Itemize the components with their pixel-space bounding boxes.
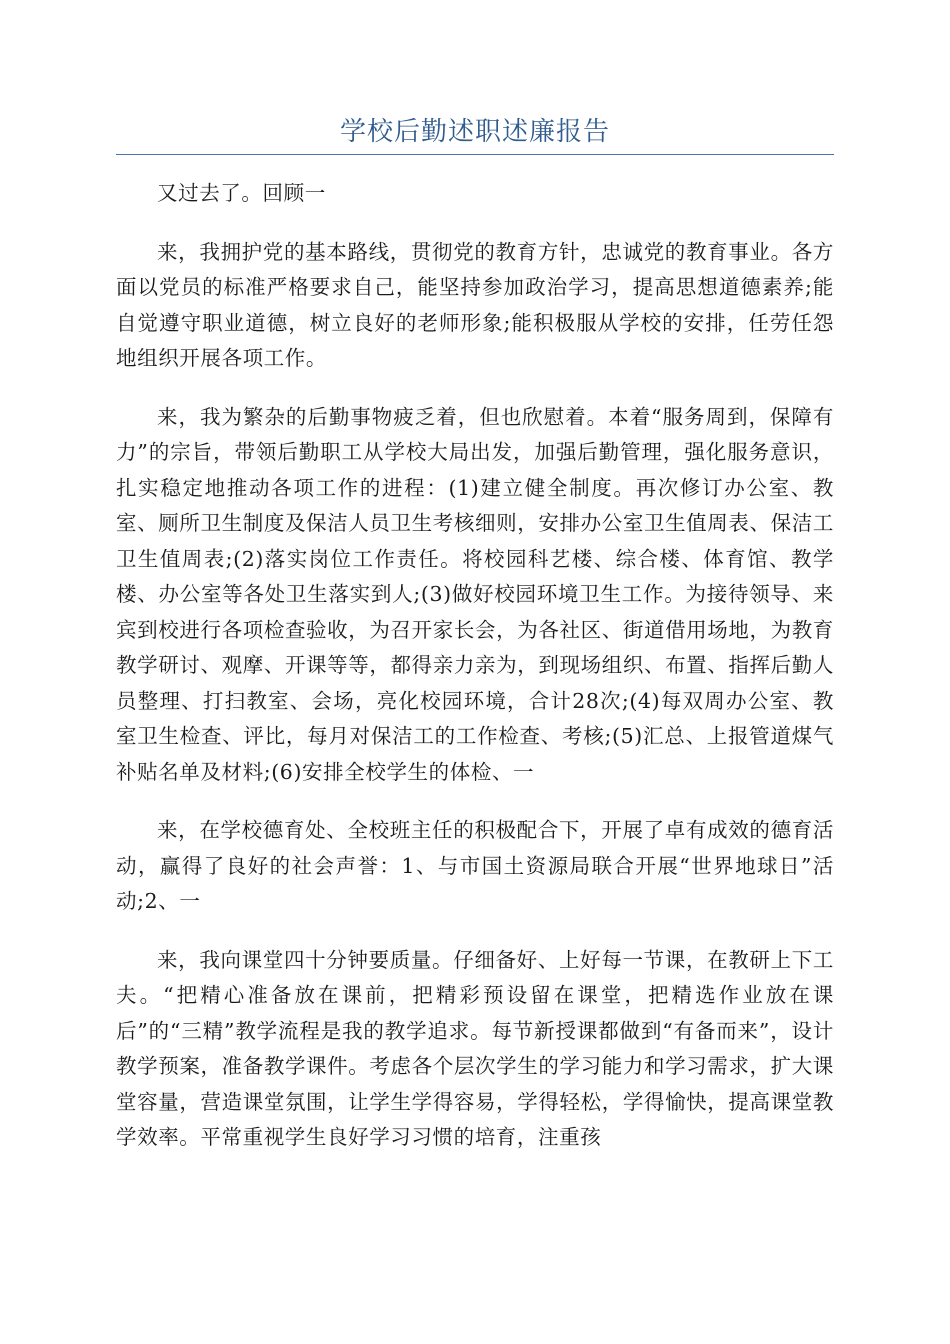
paragraph-5: 来，我向课堂四十分钟要质量。仔细备好、上好每一节课，在教研上下工夫。“把精心准备放在课前，把精彩预设留在课堂，把精选作业放在课后”的“三精”教学流程是我的教学追求。每节新授课都做到“有备而来”，设计教学预案，准备教学课件。考虑各个层次学生的学习能力和学习需求，扩大课堂容量，营造课堂氛围，让学生学得容易，学得轻松，学得愉快，提高课堂教学效率。平常重视学生良好学习习惯的培育，注重孩 — [116, 947, 834, 1149]
title-underline — [116, 154, 834, 155]
document-body — [116, 176, 834, 1179]
document-title: 学校后勤述职述廉报告 — [339, 117, 610, 147]
paragraph-3: 来，我为繁杂的后勤事物疲乏着，但也欣慰着。本着“服务周到，保障有力”的宗旨，带领后勤职工从学校大局出发，加强后勤管理，强化服务意识，扎实稳定地推动各项工作的进程：(1)建立健全制度。再次修订办公室、教室、厕所卫生制度及保洁人员卫生考核细则，安排办公室卫生值周表、保洁工卫生值周表;(2)落实岗位工作责任。将校园科艺楼、综合楼、体育馆、教学楼、办公室等各处卫生落实到人;(3)做好校园环境卫生工作。为接待领导、来宾到校进行各项检查验收，为召开家长会，为各社区、街道借用场地，为教育教学研讨、观摩、开课等等，都得亲力亲为，到现场组织、布置、指挥后勤人员整理、打扫教室、会场，亮化校园环境，合计28次;(4)每双周办公室、教室卫生检查、评比，每月对保洁工的工作检查、考核;(5)汇总、上报管道煤气补贴名单及材料;(6)安排全校学生的体检、一 — [116, 404, 834, 784]
paragraph-1: 又过去了。回顾一 — [157, 181, 326, 205]
paragraph-4: 来，在学校德育处、全校班主任的积极配合下，开展了卓有成效的德育活动，赢得了良好的社会声誉：1、与市国土资源局联合开展“世界地球日”活动;2、一 — [116, 818, 834, 913]
paragraph-2: 来，我拥护党的基本路线，贯彻党的教育方针，忠诚党的教育事业。各方面以党员的标准严格要求自己，能坚持参加政治学习，提高思想道德素养;能自觉遵守职业道德，树立良好的老师形象;能积极服从学校的安排，任劳任怨地组织开展各项工作。 — [116, 239, 834, 370]
